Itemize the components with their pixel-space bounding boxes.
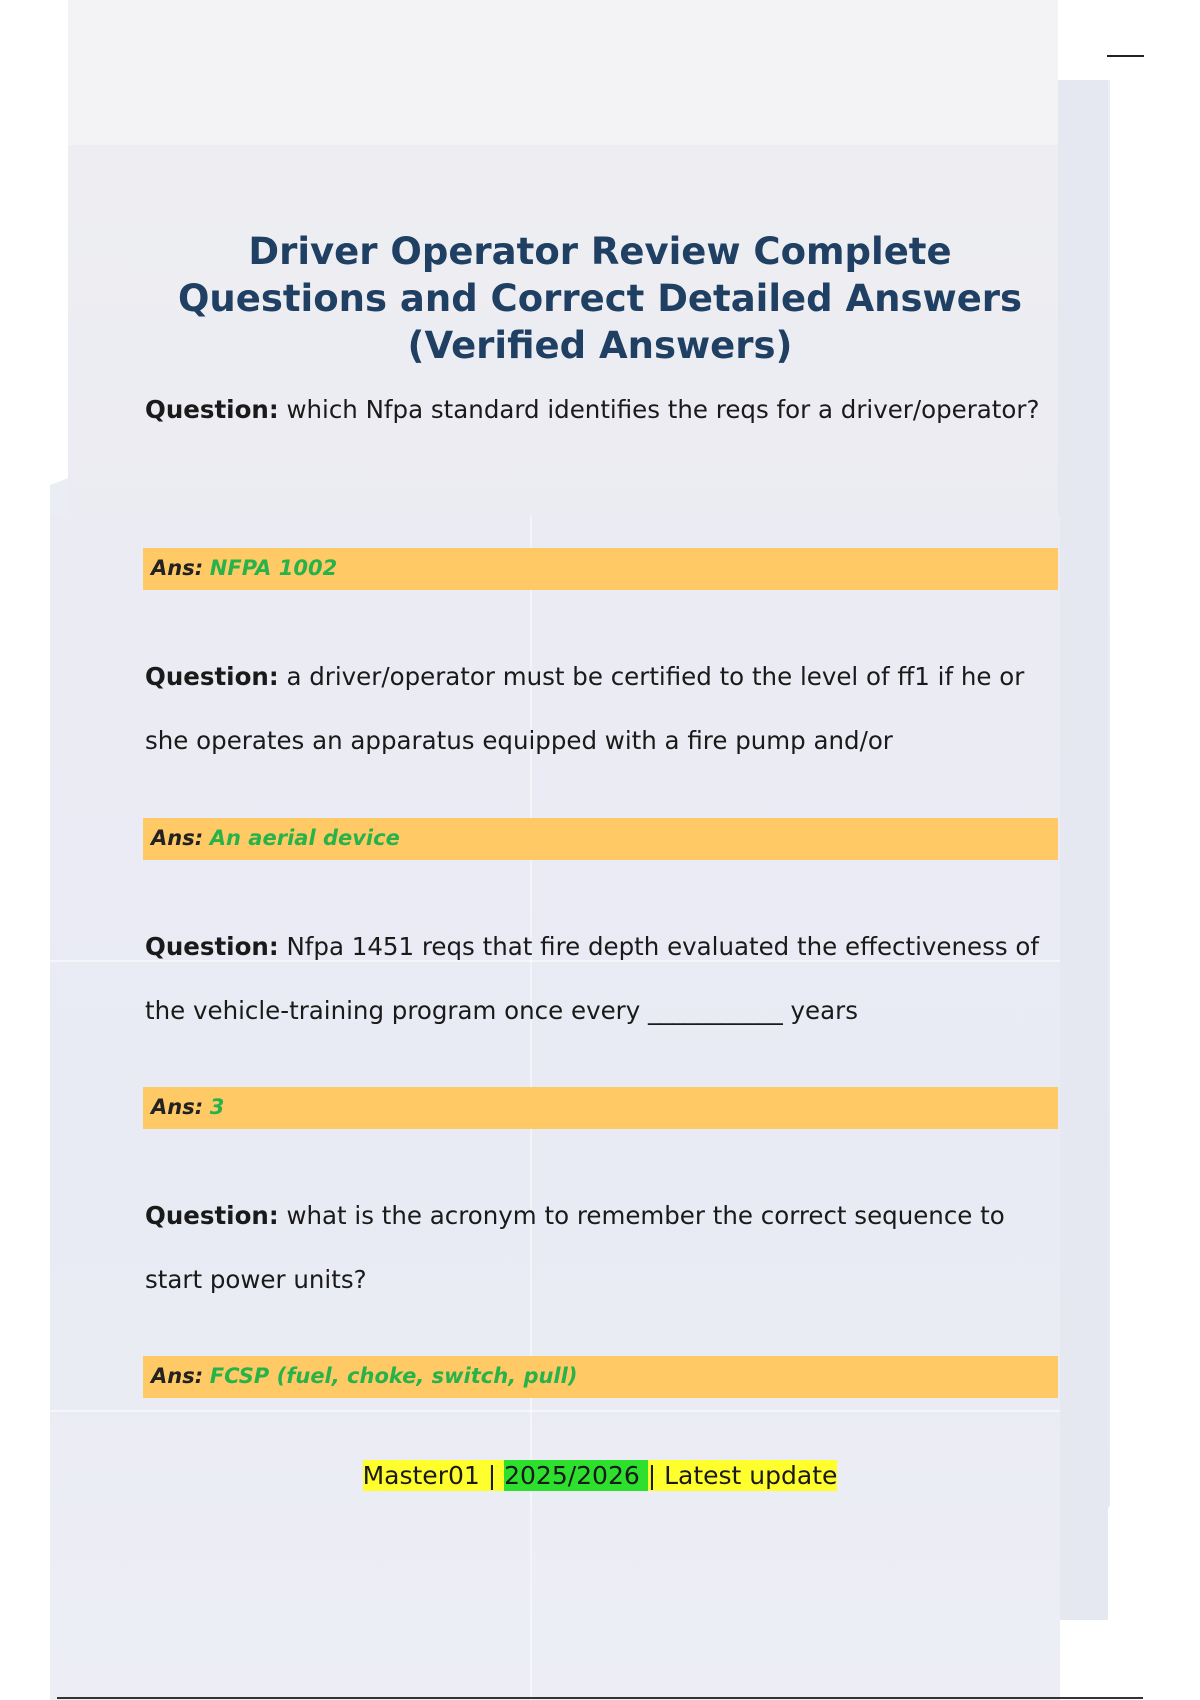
question-text: a driver/operator must be certified to the level of ff1 if he or she operates an apparatus equipped with a fire pump and/or: [145, 662, 1025, 755]
answer-value: NFPA 1002: [209, 556, 338, 580]
question-text: what is the acronym to remember the correct sequence to start power units?: [145, 1201, 1005, 1294]
question-label: Question:: [145, 662, 279, 691]
paper-top-strip: [68, 0, 1058, 145]
question-2: [145, 645, 1045, 773]
question-1: [145, 378, 1045, 442]
answer-label: Ans:: [151, 1364, 204, 1388]
footer-year: 2025/2026: [504, 1461, 648, 1490]
question-text: Nfpa 1451 reqs that fire depth evaluated the effectiveness of the vehicle-training program once every ___________ years: [145, 932, 1040, 1025]
question-text: which Nfpa standard identifies the reqs for a driver/operator?: [278, 395, 1040, 424]
corner-dash: [1107, 55, 1144, 57]
question-label: Question:: [145, 1201, 279, 1230]
answer-4: [143, 1356, 1058, 1398]
question-label: Question:: [145, 932, 279, 961]
footer-author: Master01 |: [362, 1461, 505, 1490]
paper-fold-line: [50, 1410, 1060, 1412]
footer-suffix: | Latest update: [647, 1461, 838, 1490]
question-4: [145, 1184, 1045, 1312]
footer-tagline: [0, 1460, 1200, 1492]
answer-label: Ans:: [151, 826, 204, 850]
question-3: [145, 915, 1045, 1043]
question-label: Question:: [145, 395, 279, 424]
paper-shadow: [1058, 80, 1108, 1620]
answer-2: [143, 818, 1058, 860]
answer-label: Ans:: [151, 1095, 204, 1119]
answer-value: An aerial device: [209, 826, 400, 850]
answer-label: Ans:: [151, 556, 204, 580]
answer-3: [143, 1087, 1058, 1129]
answer-1: [143, 548, 1058, 590]
document-title: Driver Operator Review Complete Questions and Correct Detailed Answers (Verified Answers): [177, 230, 1023, 367]
answer-value: FCSP (fuel, choke, switch, pull): [209, 1364, 578, 1388]
answer-value: 3: [209, 1095, 225, 1119]
bottom-rule: [57, 1697, 1143, 1699]
